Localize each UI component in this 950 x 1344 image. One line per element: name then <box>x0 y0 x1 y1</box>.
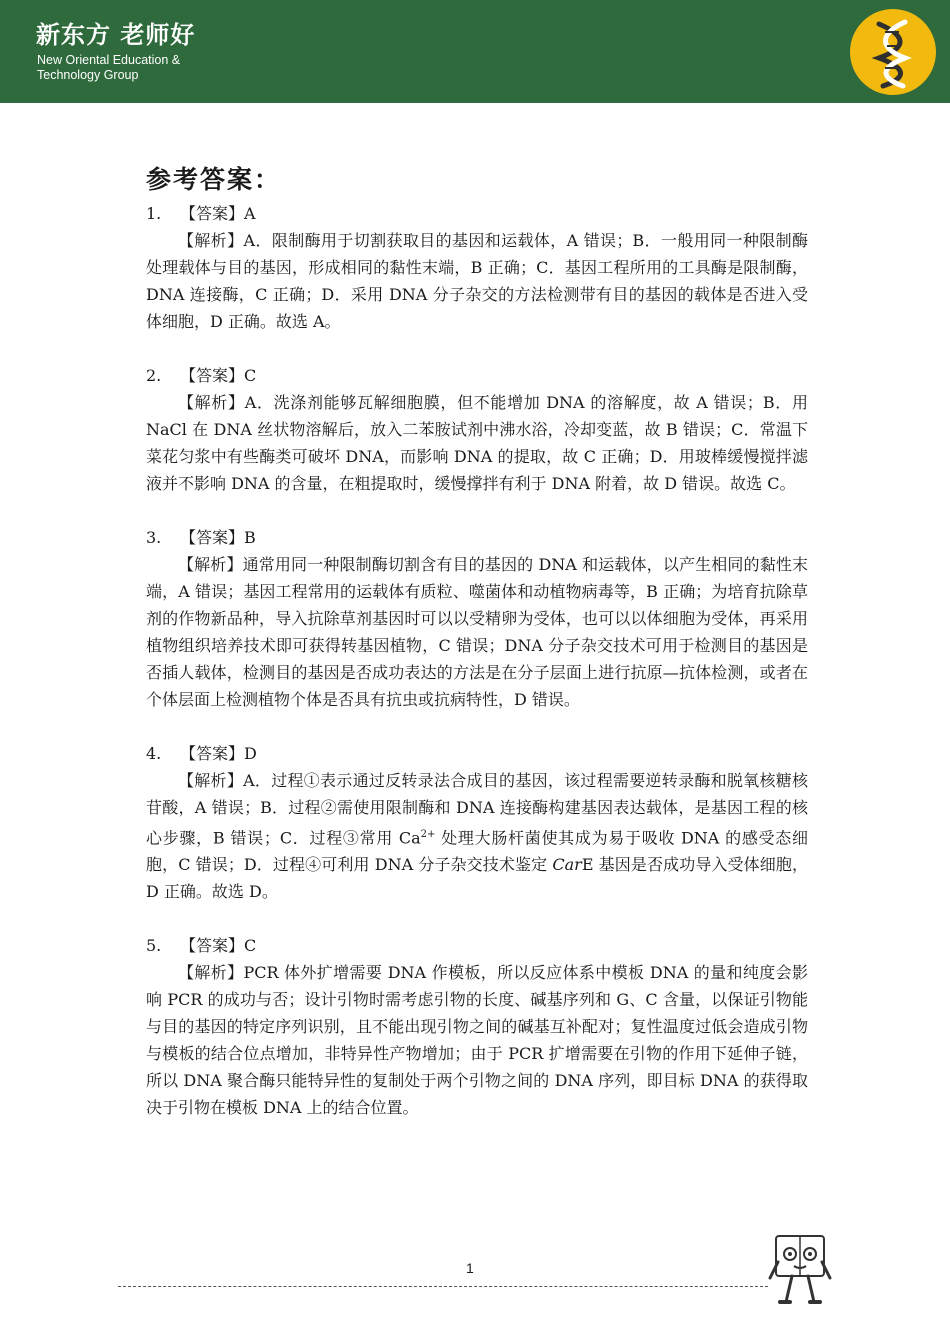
answer-item-3 <box>146 524 808 713</box>
item-number: 1. <box>146 204 162 223</box>
answer-label: 【答案】B <box>180 528 256 547</box>
page-number: 1 <box>466 1260 474 1276</box>
answer-item-4 <box>146 740 808 905</box>
footer-divider <box>118 1286 768 1287</box>
answer-label: 【答案】C <box>180 936 257 956</box>
explanation-text: 【解析】通常用同一种限制酶切割含有目的基因的 DNA 和运载体，以产生相同的黏性末端，A 错误；基因工程常用的运载体有质粒、噬菌体和动植物病毒等，B 正确；为培育抗除草剂的作物新品种，导入抗除草剂基因时可以以受精卵为受体，也可以以体细胞为受体，再采用植物组织培养技术即可获得转基因植物，C 错误；DNA 分子杂交技术可用于检测目的基因是否插人载体，检测目的基因是否成功表达的方法是在分子层面上进行抗原—抗体检测，或者在个体层面上检测植物个体是否具有抗虫或抗病特性，D 错误。 <box>146 555 808 709</box>
explanation-text: 【解析】A．限制酶用于切割获取目的基因和运载体，A 错误；B．一般用同一种限制酶处理载体与目的基因，形成相同的黏性末端，B 正确；C．基因工程所用的工具酶是限制酶，DNA 连接酶，C 正确；D．采用 DNA 分子杂交的方法检测带有目的基因的载体是否进入受体细胞，D 正确。故选 A。 <box>146 231 808 331</box>
answer-item-1 <box>146 200 808 335</box>
gene-name-italic: Car <box>552 855 582 875</box>
brand-name-cn: 新东方 老师好 <box>36 21 196 49</box>
answer-label: 【答案】D <box>180 744 257 763</box>
explanation-text <box>146 767 808 905</box>
answer-item-5 <box>146 932 808 1121</box>
explanation-text: 【解析】PCR 体外扩增需要 DNA 作模板，所以反应体系中模板 DNA 的量和纯度会影响 PCR 的成功与否；设计引物时需考虑引物的长度、碱基序列和 G、C 含量，以保证引物能与目的基因的特定序列识别，且不能出现引物之间的碱基互补配对；复性温度过低会造成引物与模板的结合位点增加，非特异性产物增加；由于 PCR 扩增需要在引物的作用下延伸子链，所以 DNA 聚合酶只能特异性的复制处于两个引物之间的 DNA 序列，即目标 DNA 的获得取决于引物在模板 DNA 上的结合位置。 <box>146 963 808 1118</box>
book-mascot-icon <box>768 1232 832 1316</box>
answer-list <box>146 200 808 1148</box>
brand-name-en: New Oriental Education & Technology Group <box>37 53 181 82</box>
explanation-part: E 基因是否成功导入受体细胞，D 正确。故选 D。 <box>146 855 808 902</box>
answer-item-2 <box>146 362 808 497</box>
explanation-part: 处理大肠杆菌使其成为易于吸收 DNA 的感受态细胞，C 错误；D．过程④可利用 DNA 分子杂交技术鉴定 <box>146 828 808 875</box>
answer-label: 【答案】A <box>180 204 256 223</box>
item-number: 2. <box>146 366 162 385</box>
dna-helix-icon <box>849 8 937 96</box>
item-number: 4. <box>146 744 162 763</box>
superscript-charge: 2+ <box>420 829 436 840</box>
header-bar <box>0 0 950 103</box>
explanation-text: 【解析】A．洗涤剂能够瓦解细胞膜，但不能增加 DNA 的溶解度，故 A 错误；B．用 NaCl 在 DNA 丝状物溶解后，放入二苯胺试剂中沸水浴，冷却变蓝，故 B 错误；C．常温下菜花匀浆中有些酶类可破坏 DNA，而影响 DNA 的提取，故 C 正确；D．用玻棒缓慢搅拌滤液并不影响 DNA 的含量，在粗提取时，缓慢撑拌有利于 DNA 附着，故 D 错误。故选 C。 <box>146 393 808 493</box>
page-title: 参考答案： <box>146 165 282 194</box>
explanation-part: 【解析】A．过程①表示通过反转录法合成目的基因，该过程需要逆转录酶和脱氧核糖核苷酸，A 错误；B．过程②需使用限制酶和 DNA 连接酶构建基因表达载体，是基因工程的核心步骤，B 错误；C．过程③常用 Ca <box>146 771 808 848</box>
item-number: 5. <box>146 936 162 956</box>
item-number: 3. <box>146 528 162 547</box>
answer-label: 【答案】C <box>180 366 257 385</box>
